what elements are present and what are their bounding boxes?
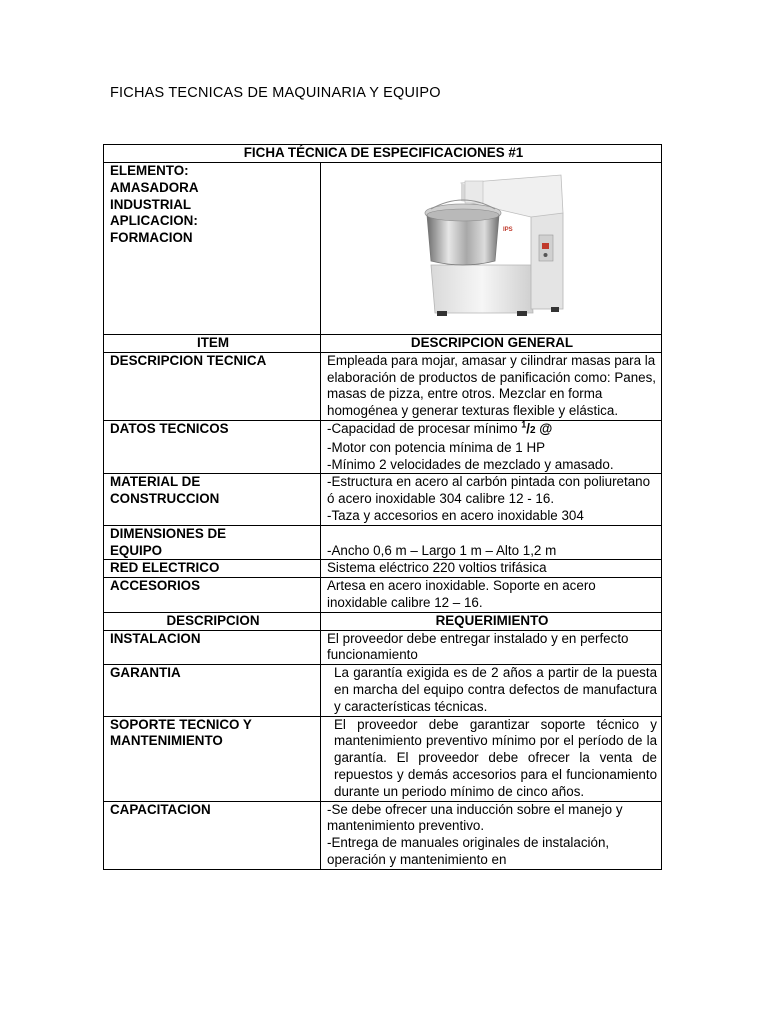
table-row (104, 474, 662, 525)
sheet-title-row (104, 145, 662, 163)
table-row (104, 560, 662, 578)
element-description: ELEMENTO: AMASADORA INDUSTRIAL APLICACION: FORMACION (104, 163, 321, 335)
row-label: DESCRIPCION TECNICA (104, 352, 321, 420)
row-label: INSTALACION (104, 630, 321, 665)
table-row (104, 665, 662, 716)
table-row (104, 420, 662, 473)
dough-mixer-photo (421, 173, 571, 323)
datos-line-3: -Mínimo 2 velocidades de mezclado y amasado. (327, 456, 614, 472)
column-header-requerimiento: REQUERIMIENTO (321, 612, 662, 630)
row-value-text: -Se debe ofrecer una inducción sobre el manejo y mantenimiento preventivo. -Entrega de manuales originales de instalación, operación y mantenimiento en (327, 801, 623, 867)
row-label: CAPACITACION (104, 801, 321, 869)
fraction-suffix: @ (535, 420, 553, 436)
table-row (104, 801, 662, 869)
element-row (104, 163, 662, 335)
row-label: GARANTIA (104, 665, 321, 716)
row-label: SOPORTE TECNICO Y MANTENIMIENTO (104, 716, 321, 801)
datos-line-2: -Motor con potencia mínima de 1 HP (327, 439, 546, 455)
fraction-numerator: 1 (521, 419, 527, 430)
sheet-title: FICHA TÉCNICA DE ESPECIFICACIONES #1 (104, 145, 662, 163)
column-header-description: DESCRIPCION GENERAL (321, 335, 662, 353)
column-header-descripcion: DESCRIPCION (104, 612, 321, 630)
column-header-item: ITEM (104, 335, 321, 353)
fraction-denominator: 2 (530, 424, 536, 436)
row-label: DATOS TECNICOS (104, 420, 321, 473)
datos-line-1: -Capacidad de procesar mínimo (327, 420, 522, 436)
table-row (104, 630, 662, 665)
row-value: El proveedor debe entregar instalado y en perfecto funcionamiento (321, 630, 662, 665)
row-value: Empleada para mojar, amasar y cilindrar masas para la elaboración de productos de panificación como: Panes, masas de pizza, entre otros. Mezclar en forma homogénea y generar texturas flexible y elástica. (321, 352, 662, 420)
row-label: RED ELECTRICO (104, 560, 321, 578)
row-value (321, 801, 662, 869)
spec-sheet-table (103, 144, 662, 870)
row-value: El proveedor debe garantizar soporte técnico y mantenimiento preventivo mínimo por el período de la garantía. El proveedor debe ofrecer la venta de repuestos y demás accesorios para el funcionamiento durante un periodo mínimo de cinco años. (321, 716, 662, 801)
table-row (104, 716, 662, 801)
row-value: La garantía exigida es de 2 años a partir de la puesta en marcha del equipo contra defectos de manufactura y características técnicas. (321, 665, 662, 716)
row-value: -Ancho 0,6 m – Largo 1 m – Alto 1,2 m (321, 525, 662, 560)
row-value: -Capacidad de procesar mínimo $^1$/2 @ -Motor con potencia mínima de 1 HP -Mínimo 2 velocidades de mezclado y amasado. (321, 420, 662, 473)
table-row (104, 525, 662, 560)
row-value: Sistema eléctrico 220 voltios trifásica (321, 560, 662, 578)
table-row (104, 578, 662, 613)
row-label: DIMENSIONES DE EQUIPO (104, 525, 321, 560)
row-value: Artesa en acero inoxidable. Soporte en acero inoxidable calibre 12 – 16. (321, 578, 662, 613)
brand-logo: IPS (503, 227, 513, 233)
header-row-general (104, 335, 662, 353)
table-row (104, 352, 662, 420)
product-image-cell (321, 163, 662, 335)
row-label: ACCESORIOS (104, 578, 321, 613)
header-row-requirements (104, 612, 662, 630)
row-label: MATERIAL DE CONSTRUCCION (104, 474, 321, 525)
page-title: FICHAS TECNICAS DE MAQUINARIA Y EQUIPO (110, 85, 441, 101)
row-value: -Estructura en acero al carbón pintada con poliuretano ó acero inoxidable 304 calibre 12 - 16. -Taza y accesorios en acero inoxidable 304 (321, 474, 662, 525)
